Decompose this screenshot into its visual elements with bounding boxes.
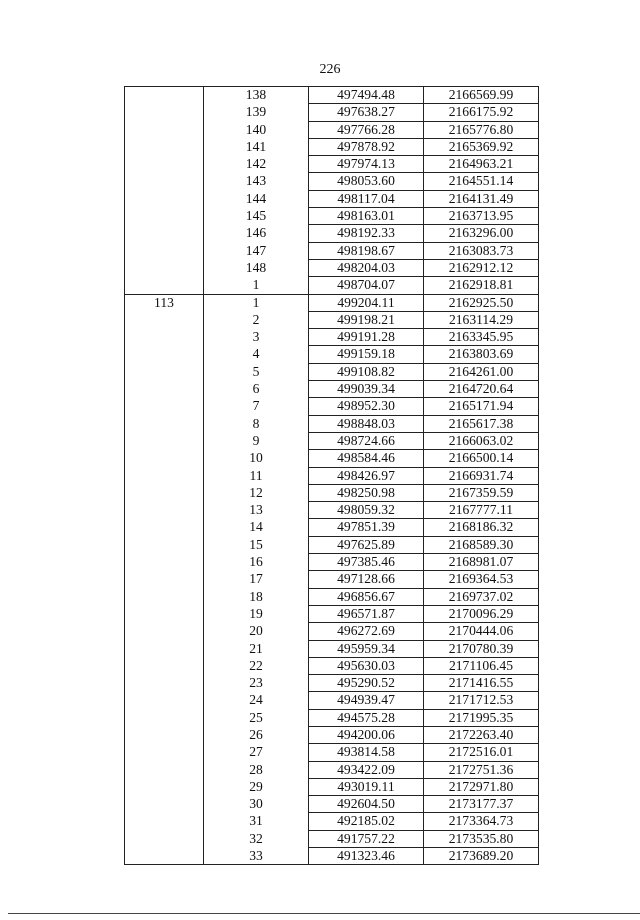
- y-coordinate-cell: 2163713.95: [424, 208, 539, 225]
- y-coordinate-cell: 2173535.80: [424, 830, 539, 847]
- point-number-cell: 147: [204, 242, 309, 259]
- x-coordinate-cell: 497766.28: [309, 121, 424, 138]
- x-coordinate-cell: 499198.21: [309, 311, 424, 328]
- y-coordinate-cell: 2173689.20: [424, 848, 539, 865]
- point-number-cell: 9: [204, 432, 309, 449]
- x-coordinate-cell: 493019.11: [309, 778, 424, 795]
- point-number-cell: 20: [204, 623, 309, 640]
- x-coordinate-cell: 491323.46: [309, 848, 424, 865]
- y-coordinate-cell: 2168589.30: [424, 536, 539, 553]
- point-number-cell: 139: [204, 104, 309, 121]
- x-coordinate-cell: 498724.66: [309, 432, 424, 449]
- y-coordinate-cell: 2170096.29: [424, 605, 539, 622]
- x-coordinate-cell: 497974.13: [309, 156, 424, 173]
- y-coordinate-cell: 2166931.74: [424, 467, 539, 484]
- point-number-cell: 8: [204, 415, 309, 432]
- point-number-cell: 7: [204, 398, 309, 415]
- page-bottom-rule: [8, 913, 640, 914]
- x-coordinate-cell: 494575.28: [309, 709, 424, 726]
- y-coordinate-cell: 2164963.21: [424, 156, 539, 173]
- table-row: [125, 294, 539, 311]
- y-coordinate-cell: 2163345.95: [424, 329, 539, 346]
- point-number-cell: 2: [204, 311, 309, 328]
- parcel-number-cell: [125, 87, 204, 295]
- point-number-cell: 144: [204, 190, 309, 207]
- point-number-cell: 16: [204, 554, 309, 571]
- y-coordinate-cell: 2164720.64: [424, 381, 539, 398]
- x-coordinate-cell: 493422.09: [309, 761, 424, 778]
- y-coordinate-cell: 2172516.01: [424, 744, 539, 761]
- y-coordinate-cell: 2170780.39: [424, 640, 539, 657]
- y-coordinate-cell: 2162912.12: [424, 259, 539, 276]
- x-coordinate-cell: 498117.04: [309, 190, 424, 207]
- point-number-cell: 25: [204, 709, 309, 726]
- point-number-cell: 14: [204, 519, 309, 536]
- x-coordinate-cell: 491757.22: [309, 830, 424, 847]
- parcel-number-cell: 113: [125, 294, 204, 865]
- x-coordinate-cell: 492185.02: [309, 813, 424, 830]
- y-coordinate-cell: 2171106.45: [424, 657, 539, 674]
- x-coordinate-cell: 495630.03: [309, 657, 424, 674]
- x-coordinate-cell: 497851.39: [309, 519, 424, 536]
- coordinate-table-container: [124, 86, 538, 865]
- coordinate-table: [124, 86, 539, 865]
- point-number-cell: 5: [204, 363, 309, 380]
- page-number: 226: [319, 62, 341, 77]
- x-coordinate-cell: 496856.67: [309, 588, 424, 605]
- x-coordinate-cell: 498250.98: [309, 484, 424, 501]
- y-coordinate-cell: 2163803.69: [424, 346, 539, 363]
- x-coordinate-cell: 496571.87: [309, 605, 424, 622]
- point-number-cell: 1: [204, 294, 309, 311]
- y-coordinate-cell: 2167777.11: [424, 502, 539, 519]
- x-coordinate-cell: 492604.50: [309, 796, 424, 813]
- x-coordinate-cell: 498053.60: [309, 173, 424, 190]
- y-coordinate-cell: 2163083.73: [424, 242, 539, 259]
- table-row: [125, 87, 539, 104]
- y-coordinate-cell: 2165776.80: [424, 121, 539, 138]
- x-coordinate-cell: 498059.32: [309, 502, 424, 519]
- x-coordinate-cell: 498192.33: [309, 225, 424, 242]
- point-number-cell: 138: [204, 87, 309, 104]
- point-number-cell: 33: [204, 848, 309, 865]
- point-number-cell: 141: [204, 138, 309, 155]
- x-coordinate-cell: 499108.82: [309, 363, 424, 380]
- point-number-cell: 18: [204, 588, 309, 605]
- x-coordinate-cell: 497625.89: [309, 536, 424, 553]
- point-number-cell: 26: [204, 726, 309, 743]
- point-number-cell: 29: [204, 778, 309, 795]
- y-coordinate-cell: 2173177.37: [424, 796, 539, 813]
- y-coordinate-cell: 2166063.02: [424, 432, 539, 449]
- y-coordinate-cell: 2165171.94: [424, 398, 539, 415]
- point-number-cell: 146: [204, 225, 309, 242]
- y-coordinate-cell: 2162918.81: [424, 277, 539, 294]
- y-coordinate-cell: 2168981.07: [424, 554, 539, 571]
- point-number-cell: 148: [204, 259, 309, 276]
- y-coordinate-cell: 2171712.53: [424, 692, 539, 709]
- point-number-cell: 4: [204, 346, 309, 363]
- point-number-cell: 28: [204, 761, 309, 778]
- x-coordinate-cell: 499039.34: [309, 381, 424, 398]
- y-coordinate-cell: 2168186.32: [424, 519, 539, 536]
- point-number-cell: 22: [204, 657, 309, 674]
- point-number-cell: 19: [204, 605, 309, 622]
- y-coordinate-cell: 2172751.36: [424, 761, 539, 778]
- point-number-cell: 1: [204, 277, 309, 294]
- point-number-cell: 15: [204, 536, 309, 553]
- point-number-cell: 145: [204, 208, 309, 225]
- x-coordinate-cell: 498198.67: [309, 242, 424, 259]
- y-coordinate-cell: 2163114.29: [424, 311, 539, 328]
- point-number-cell: 10: [204, 450, 309, 467]
- y-coordinate-cell: 2173364.73: [424, 813, 539, 830]
- x-coordinate-cell: 497128.66: [309, 571, 424, 588]
- x-coordinate-cell: 498163.01: [309, 208, 424, 225]
- x-coordinate-cell: 494939.47: [309, 692, 424, 709]
- x-coordinate-cell: 495959.34: [309, 640, 424, 657]
- x-coordinate-cell: 498584.46: [309, 450, 424, 467]
- x-coordinate-cell: 498848.03: [309, 415, 424, 432]
- x-coordinate-cell: 497878.92: [309, 138, 424, 155]
- y-coordinate-cell: 2171416.55: [424, 675, 539, 692]
- point-number-cell: 140: [204, 121, 309, 138]
- point-number-cell: 23: [204, 675, 309, 692]
- x-coordinate-cell: 497638.27: [309, 104, 424, 121]
- point-number-cell: 142: [204, 156, 309, 173]
- y-coordinate-cell: 2172971.80: [424, 778, 539, 795]
- point-number-cell: 12: [204, 484, 309, 501]
- y-coordinate-cell: 2169364.53: [424, 571, 539, 588]
- x-coordinate-cell: 499204.11: [309, 294, 424, 311]
- point-number-cell: 143: [204, 173, 309, 190]
- point-number-cell: 13: [204, 502, 309, 519]
- y-coordinate-cell: 2166175.92: [424, 104, 539, 121]
- point-number-cell: 32: [204, 830, 309, 847]
- y-coordinate-cell: 2172263.40: [424, 726, 539, 743]
- point-number-cell: 27: [204, 744, 309, 761]
- point-number-cell: 24: [204, 692, 309, 709]
- coordinate-table-body: [125, 87, 539, 865]
- y-coordinate-cell: 2166569.99: [424, 87, 539, 104]
- y-coordinate-cell: 2170444.06: [424, 623, 539, 640]
- x-coordinate-cell: 499191.28: [309, 329, 424, 346]
- x-coordinate-cell: 498952.30: [309, 398, 424, 415]
- x-coordinate-cell: 497385.46: [309, 554, 424, 571]
- x-coordinate-cell: 497494.48: [309, 87, 424, 104]
- y-coordinate-cell: 2167359.59: [424, 484, 539, 501]
- x-coordinate-cell: 499159.18: [309, 346, 424, 363]
- y-coordinate-cell: 2162925.50: [424, 294, 539, 311]
- point-number-cell: 30: [204, 796, 309, 813]
- y-coordinate-cell: 2164261.00: [424, 363, 539, 380]
- y-coordinate-cell: 2171995.35: [424, 709, 539, 726]
- point-number-cell: 11: [204, 467, 309, 484]
- point-number-cell: 6: [204, 381, 309, 398]
- x-coordinate-cell: 498426.97: [309, 467, 424, 484]
- x-coordinate-cell: 495290.52: [309, 675, 424, 692]
- point-number-cell: 21: [204, 640, 309, 657]
- y-coordinate-cell: 2166500.14: [424, 450, 539, 467]
- y-coordinate-cell: 2165369.92: [424, 138, 539, 155]
- y-coordinate-cell: 2164131.49: [424, 190, 539, 207]
- x-coordinate-cell: 498704.07: [309, 277, 424, 294]
- y-coordinate-cell: 2163296.00: [424, 225, 539, 242]
- x-coordinate-cell: 494200.06: [309, 726, 424, 743]
- x-coordinate-cell: 493814.58: [309, 744, 424, 761]
- y-coordinate-cell: 2169737.02: [424, 588, 539, 605]
- point-number-cell: 3: [204, 329, 309, 346]
- x-coordinate-cell: 498204.03: [309, 259, 424, 276]
- y-coordinate-cell: 2165617.38: [424, 415, 539, 432]
- point-number-cell: 17: [204, 571, 309, 588]
- y-coordinate-cell: 2164551.14: [424, 173, 539, 190]
- x-coordinate-cell: 496272.69: [309, 623, 424, 640]
- point-number-cell: 31: [204, 813, 309, 830]
